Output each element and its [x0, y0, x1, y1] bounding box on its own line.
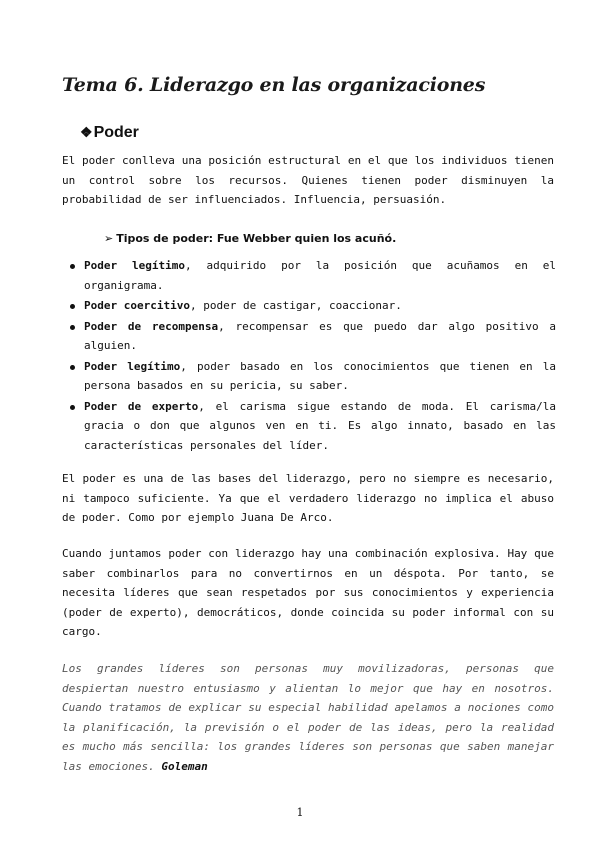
- quote-text: Los grandes líderes son personas muy movilizadoras, personas que despiertan nuestro entusiasmo y alientan lo mejor que hay en nosotros. Cuando tratamos de explicar su especial habilidad apelamos a nociones como la planificación, la previsión o el poder de las ideas, pero la realidad es mucho más sencilla: los grandes líderes son personas que saben manejar las emociones.: [62, 662, 554, 773]
- dot-icon: [70, 365, 75, 370]
- list-item: [62, 317, 556, 356]
- page-title: Tema 6. Liderazgo en las organizaciones: [62, 74, 486, 96]
- list-item-text: , poder de castigar, coaccionar.: [189, 299, 402, 312]
- quote-block: [62, 659, 554, 776]
- list-item: [62, 296, 556, 316]
- list-item-text: , poder basado en los conocimientos que tienen en la persona basados en su pericia, su saber.: [84, 359, 557, 392]
- power-types-list: [62, 256, 556, 456]
- subheading-label: Tipos de poder: Fue Webber quien los acuñó.: [116, 232, 397, 245]
- list-item-term: Poder de recompensa: [84, 319, 219, 333]
- arrow-icon: ➢: [104, 232, 114, 245]
- list-item-term: Poder legítimo: [84, 359, 181, 373]
- list-item: [62, 397, 556, 456]
- paragraph-intro: El poder conlleva una posición estructural en el que los individuos tienen un control sobre los recursos. Quienes tienen poder disminuyen la probabilidad de ser influenciados. Influencia, persuasión.: [62, 154, 554, 206]
- quote-author: Goleman: [161, 759, 208, 773]
- dot-icon: [70, 304, 75, 309]
- list-item-term: Poder legítimo: [84, 259, 186, 272]
- section-heading-label: Poder: [93, 124, 139, 141]
- list-item-text: , adquirido por la posición que acuñamos en el organigrama.: [84, 259, 557, 292]
- list-item-text: , el carisma sigue estando de moda. El carisma/la gracia o don que algunos ven en ti. Es algo innato, basado en las características personales del líder.: [84, 399, 556, 452]
- list-item: [62, 357, 556, 396]
- dot-icon: [70, 325, 75, 330]
- paragraph-combinacion: Cuando juntamos poder con liderazgo hay una combinación explosiva. Hay que saber combinarlos para no convertirnos en un déspota. Por tanto, se necesita líderes que sean respetados por sus conocimientos y experiencia (poder de experto), democráticos, donde coincida su poder informal con su cargo.: [62, 547, 554, 638]
- list-item-term: Poder de experto: [84, 399, 199, 413]
- dot-icon: [70, 264, 75, 269]
- list-item-term: Poder coercitivo: [84, 299, 190, 312]
- dot-icon: [70, 405, 75, 410]
- list-item-text: , recompensar es que puedo dar algo positivo a alguien.: [84, 319, 556, 352]
- section-heading-poder: [80, 124, 139, 142]
- page-number: 1: [296, 806, 304, 819]
- subheading-tipos-de-poder: [104, 232, 396, 245]
- diamond-icon: ❖: [80, 124, 93, 140]
- list-item: [62, 256, 556, 295]
- paragraph-poder-bases: El poder es una de las bases del liderazgo, pero no siempre es necesario, ni tampoco suficiente. Ya que el verdadero liderazgo no implica el abuso de poder. Como por ejemplo Juana De Arco.: [62, 472, 554, 524]
